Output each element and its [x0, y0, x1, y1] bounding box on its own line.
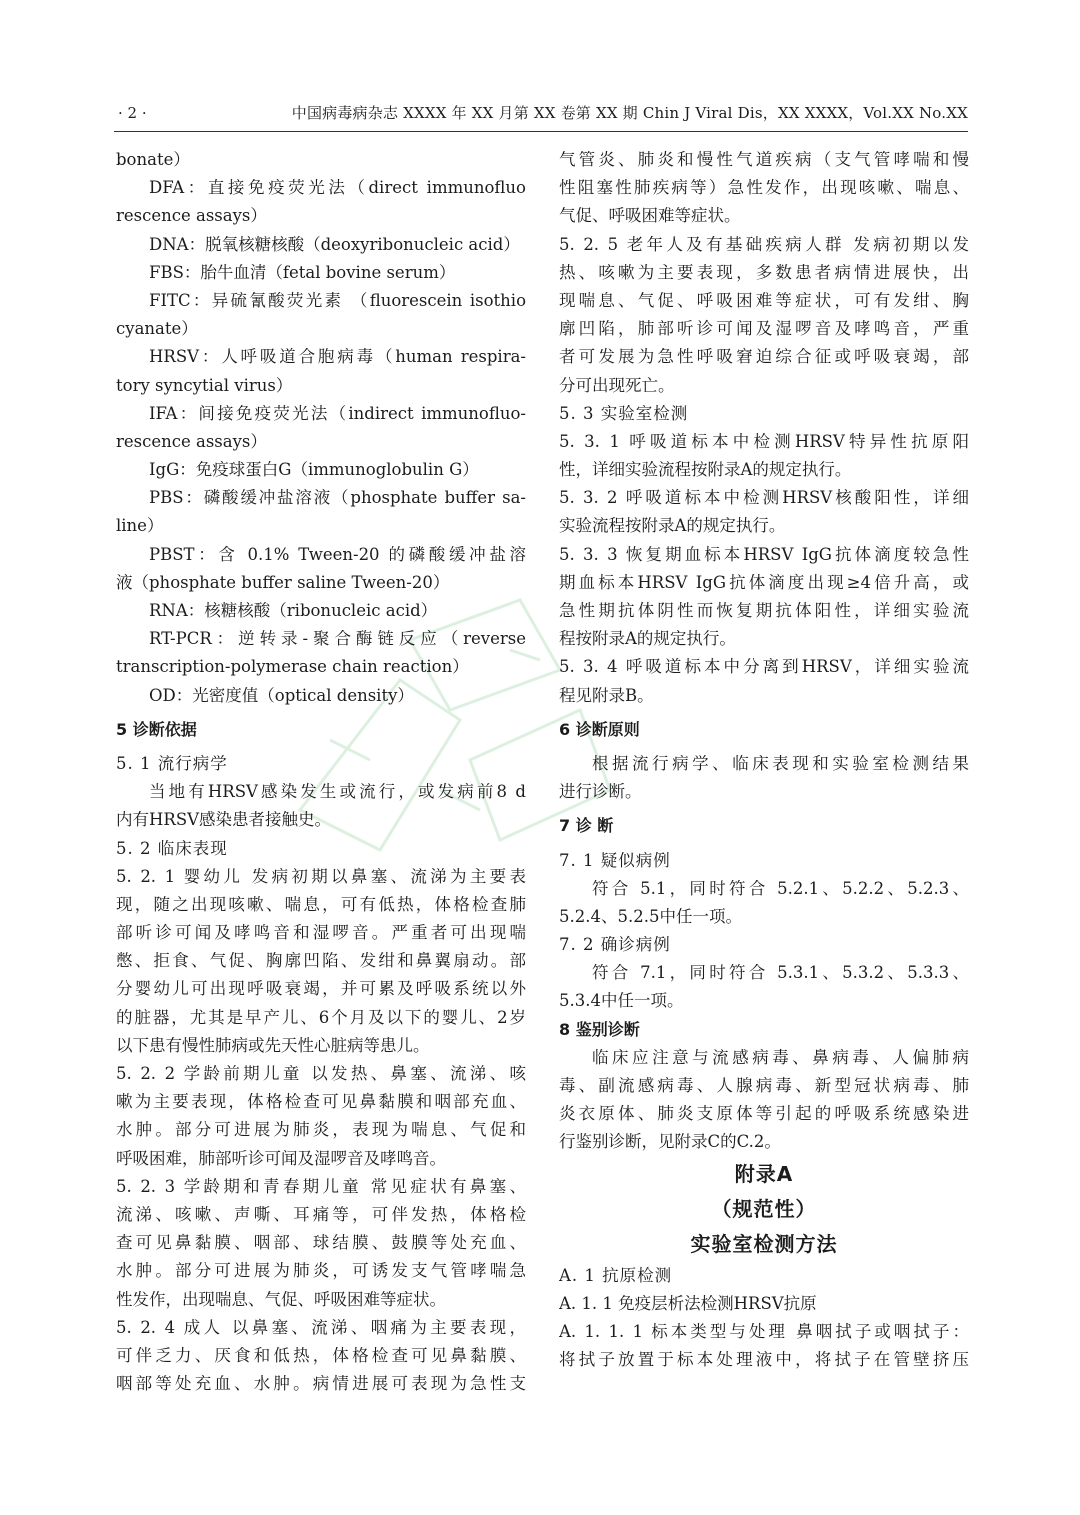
abbrev-dfa: DFA：直接免疫荧光法（direct immunofluo [149, 178, 526, 198]
abbrev-fitc: FITC：异硫氰酸荧光素 （fluorescein isothio [149, 290, 526, 310]
paragraph-line: 水肿。部分可进展为肺炎，表现为喘息、气促和 [116, 1120, 526, 1140]
page-number: · 2 · [118, 104, 147, 122]
paragraph-line: 呼吸困难，肺部听诊可闻及湿啰音及哮鸣音。 [116, 1148, 446, 1168]
abbrev-rt-pcr: RT-PCR：逆转录-聚合酶链反应（reverse [149, 629, 526, 649]
abbrev-pbst: PBST：含 0.1% Tween-20 的磷酸缓冲盐溶 [149, 544, 526, 564]
abbrev-od: OD：光密度值（optical density） [149, 685, 414, 705]
paragraph-line: 热、咳嗽为主要表现，多数患者病情进展快，出 [559, 262, 969, 282]
paragraph-line: 咽部等处充血、水肿。病情进展可表现为急性支 [116, 1374, 526, 1394]
text-line: cyanate） [116, 319, 198, 339]
paragraph-line: 炎衣原体、肺炎支原体等引起的呼吸系统感染进 [559, 1104, 969, 1124]
paragraph-line: 5. 2. 4 成人 以鼻塞、流涕、咽痛为主要表现， [116, 1317, 526, 1337]
paragraph-line: 气管炎、肺炎和慢性气道疾病（支气管哮喘和慢 [559, 150, 969, 169]
paragraph-line: 根据流行病学、临床表现和实验室检测结果 [592, 753, 969, 773]
abbrev-ifa: IFA：间接免疫荧光法（indirect immunofluo- [149, 403, 526, 423]
text-line: rescence assays） [116, 431, 267, 451]
paragraph-line: 5. 3. 2 呼吸道标本中检测HRSV核酸阳性，详细 [559, 488, 969, 508]
left-column [116, 146, 526, 1398]
paragraph-line: 进行诊断。 [559, 782, 642, 802]
paragraph-line: 可伴乏力、厌食和低热，体格检查可见鼻黏膜、 [116, 1345, 526, 1365]
section-heading-7: 7 诊 断 [559, 816, 614, 836]
paragraph-line: 5. 2. 1 婴幼儿 发病初期以鼻塞、流涕为主要表 [116, 866, 526, 886]
text-line: line） [116, 516, 164, 536]
paragraph-line: 5. 3. 3 恢复期血标本HRSV IgG抗体滴度较急性 [559, 544, 969, 564]
paragraph-line: 行鉴别诊断，见附录C的C.2。 [559, 1132, 781, 1152]
running-head [118, 101, 968, 125]
text-line: bonate） [116, 150, 190, 169]
paragraph-line: 的脏器，尤其是早产儿、6个月及以下的婴儿、2岁 [116, 1007, 526, 1027]
journal-citation: 中国病毒病杂志 XXXX 年 XX 月第 XX 卷第 XX 期 Chin J Viral Dis，XX XXXX，Vol.XX No.XX [291, 104, 968, 122]
section-heading-8: 8 鉴别诊断 [559, 1019, 640, 1039]
paragraph-line: 分可出现死亡。 [559, 375, 675, 395]
abbrev-dna: DNA：脱氧核糖核酸（deoxyribonucleic acid） [149, 234, 520, 254]
paragraph-line: 5. 3. 4 呼吸道标本中分离到HRSV，详细实验流 [559, 657, 969, 677]
subsection-heading: 7. 1 疑似病例 [559, 850, 671, 870]
paragraph-line: 者可发展为急性呼吸窘迫综合征或呼吸衰竭，部 [559, 347, 969, 367]
appendix-heading: 实验室检测方法 [690, 1231, 838, 1256]
paragraph-line: 现喘息、气促、呼吸困难等症状，可有发绀、胸 [559, 290, 969, 310]
abbrev-fbs: FBS：胎牛血清（fetal bovine serum） [149, 262, 456, 282]
abbrev-hrsv: HRSV：人呼吸道合胞病毒（human respira- [149, 347, 526, 367]
paragraph-line: 查可见鼻黏膜、咽部、球结膜、鼓膜等处充血、 [116, 1233, 526, 1253]
paragraph-line: 内有HRSV感染患者接触史。 [116, 810, 332, 830]
abbrev-pbs: PBS：磷酸缓冲盐溶液（phosphate buffer sa- [149, 488, 526, 508]
appendix-title: 附录A [734, 1161, 794, 1186]
paragraph-line: 符合 5.1，同时符合 5.2.1、5.2.2、5.2.3、 [592, 878, 969, 898]
section-heading-5: 5 诊断依据 [116, 719, 197, 739]
paragraph-line: 嗽为主要表现，体格检查可见鼻黏膜和咽部充血、 [116, 1092, 526, 1112]
paragraph-line: 5. 2. 2 学龄前期儿童 以发热、鼻塞、流涕、咳 [116, 1064, 526, 1083]
paragraph-line: 性，详细实验流程按附录A的规定执行。 [559, 460, 852, 480]
section-heading-6: 6 诊断原则 [559, 719, 640, 739]
subsection-heading: A. 1 抗原检测 [559, 1265, 673, 1285]
subsection-heading: 7. 2 确诊病例 [559, 935, 671, 955]
text-line: transcription-polymerase chain reaction） [116, 657, 469, 677]
paragraph-line: 性发作，出现喘息、气促、呼吸困难等症状。 [116, 1289, 446, 1309]
paragraph-line: 分婴幼儿可出现呼吸衰竭，并可累及呼吸系统以外 [116, 979, 526, 999]
paragraph-line: 部听诊可闻及哮鸣音和湿啰音。严重者可出现喘 [116, 923, 526, 943]
paragraph-line: 5. 3. 1 呼吸道标本中检测HRSV特异性抗原阳 [559, 431, 969, 451]
paragraph-line: 憋、拒食、气促、胸廓凹陷、发绀和鼻翼扇动。部 [116, 951, 526, 971]
paragraph-line: 临床应注意与流感病毒、鼻病毒、人偏肺病 [592, 1047, 969, 1067]
paragraph-line: 廓凹陷，肺部听诊可闻及湿啰音及哮鸣音，严重 [559, 319, 969, 339]
paragraph-line: 以下患有慢性肺病或先天性心脏病等患儿。 [116, 1035, 430, 1055]
paragraph-line: 毒、副流感病毒、人腺病毒、新型冠状病毒、肺 [559, 1076, 969, 1095]
paragraph-line: 将拭子放置于标本处理液中，将拭子在管壁挤压 [559, 1350, 969, 1370]
subsection-heading: 5. 2 临床表现 [116, 838, 228, 858]
paragraph-line: 实验流程按附录A的规定执行。 [559, 516, 786, 536]
paragraph-line: 流涕、咳嗽、声嘶、耳痛等，可伴发热，体格检 [116, 1204, 526, 1224]
subsection-heading: 5. 3 实验室检测 [559, 403, 689, 423]
appendix-normative-label: （规范性） [711, 1196, 817, 1221]
paragraph-line: 程按附录A的规定执行。 [559, 629, 736, 649]
paragraph-line: 5.2.4、5.2.5中任一项。 [559, 906, 742, 926]
text-line: rescence assays） [116, 206, 267, 226]
paragraph-line: 符合 7.1，同时符合 5.3.1、5.3.2、5.3.3、 [592, 963, 969, 983]
paragraph-line: 现，随之出现咳嗽、喘息，可有低热，体格检查肺 [116, 894, 526, 914]
abbrev-igg: IgG：免疫球蛋白G（immunoglobulin G） [149, 460, 479, 480]
paragraph-line: 水肿。部分可进展为肺炎，可诱发支气管哮喘急 [116, 1261, 526, 1281]
paragraph-line: 5. 2. 5 老年人及有基础疾病人群 发病初期以发 [559, 234, 969, 254]
paragraph-line: 期血标本HRSV IgG抗体滴度出现≥4倍升高，或 [559, 572, 969, 592]
paragraph-line: 程见附录B。 [559, 685, 654, 705]
paragraph-line: A. 1. 1. 1 标本类型与处理 鼻咽拭子或咽拭子： [559, 1321, 969, 1341]
header-rule [114, 131, 968, 132]
paragraph-line: 气促、呼吸困难等症状。 [559, 206, 741, 226]
abbrev-rna: RNA：核糖核酸（ribonucleic acid） [149, 601, 438, 620]
paragraph-line: 5.3.4中任一项。 [559, 991, 684, 1011]
right-column [559, 146, 969, 1374]
paragraph-line: 当地有HRSV感染发生或流行，或发病前8 d [149, 782, 526, 802]
text-line: tory syncytial virus） [116, 375, 293, 395]
subsection-heading: 5. 1 流行病学 [116, 753, 228, 773]
paragraph-line: 性阻塞性肺疾病等）急性发作，出现咳嗽、喘息、 [559, 178, 969, 198]
text-line: 液（phosphate buffer saline Tween-20） [116, 572, 450, 592]
paragraph-line: 5. 2. 3 学龄期和青春期儿童 常见症状有鼻塞、 [116, 1176, 526, 1196]
paragraph-line: 急性期抗体阴性而恢复期抗体阳性，详细实验流 [559, 601, 969, 620]
subsection-heading: A. 1. 1 免疫层析法检测HRSV抗原 [559, 1293, 817, 1313]
